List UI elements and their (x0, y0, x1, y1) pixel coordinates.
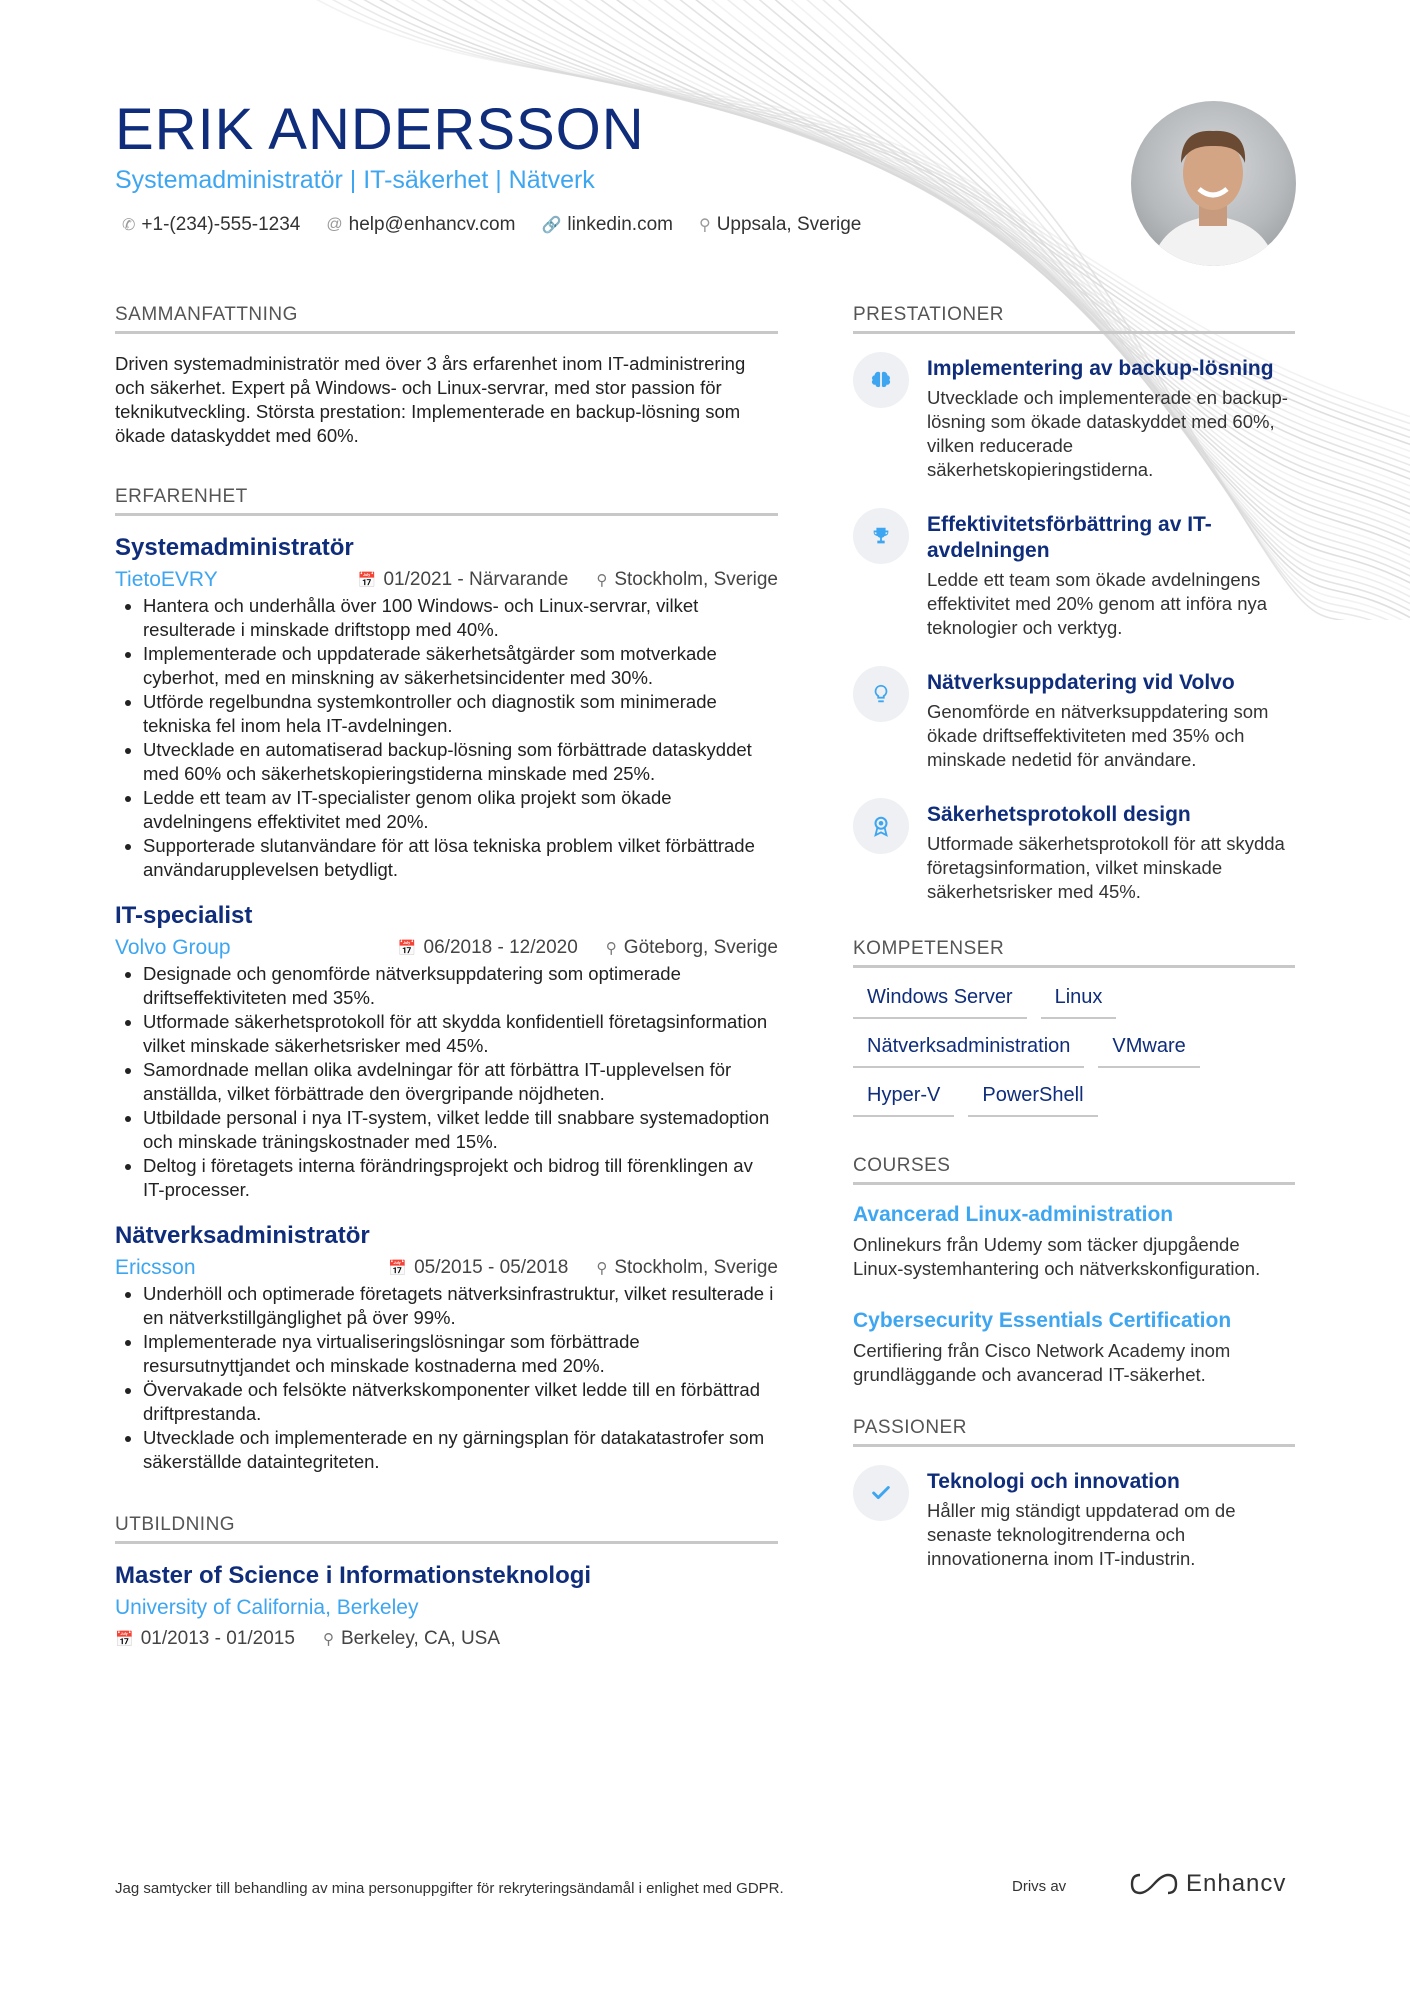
skill-tag: VMware (1098, 1035, 1199, 1068)
job-entry (115, 1222, 778, 1474)
job-dates: 06/2018 - 12/2020 (423, 937, 578, 958)
skill-tag: Windows Server (853, 986, 1027, 1019)
achievement-title: Implementering av backup-lösning (927, 357, 1274, 380)
company-name: Ericsson (115, 1256, 196, 1279)
summary-text: Driven systemadministratör med över 3 års erfarenhet inom IT-administrering och säkerhet. Expert på Windows- och Linux-servrar, med stor passion för teknikutveckling. Största prestation: Implementerade en backup-lösning som ökade dataskyddet med 60%. (115, 353, 746, 446)
calendar-icon: 📅 (115, 1631, 134, 1648)
experience-heading: ERFARENHET (115, 486, 778, 516)
calendar-icon: 📅 (357, 572, 377, 589)
achievement-title: Effektivitetsförbättring av IT-avdelningen (927, 513, 1212, 562)
at-icon: @ (326, 216, 343, 233)
link-icon: 🔗 (541, 217, 562, 234)
location-pin-icon: ⚲ (322, 1631, 334, 1648)
list-item: • Utförde regelbundna systemkontroller och diagnostik som minimerade tekniska fel inom hela IT-avdelningen. (143, 690, 778, 738)
skill-tag: PowerShell (968, 1084, 1097, 1117)
location-pin-icon: ⚲ (596, 572, 608, 589)
list-item: • Utvecklade och implementerade en ny gärningsplan för datakatastrofer som säkerställde dataintegriteten. (143, 1426, 778, 1474)
experience-section (115, 486, 778, 1474)
summary-heading: SAMMANFATTNING (115, 304, 778, 334)
achievement-item (853, 666, 1295, 772)
skill-tag: Hyper-V (853, 1084, 954, 1117)
left-column (115, 304, 778, 1650)
degree-title: Master of Science i Informationsteknologi (115, 1562, 592, 1589)
contact-email[interactable]: @ help@enhancv.com (326, 214, 516, 235)
achievement-item (853, 508, 1295, 640)
job-dates: 05/2015 - 05/2018 (414, 1257, 569, 1278)
list-item: • Implementerade och uppdaterade säkerhetsåtgärder som motverkade cyberhot, med en minskning av säkerhetsincidenter med 30%. (143, 642, 778, 690)
list-item: • Hantera och underhålla över 100 Windows- och Linux-servrar, vilket resulterade i minskade driftstopp med 40%. (143, 594, 778, 642)
education-heading: UTBILDNING (115, 1514, 778, 1544)
job-bullets (115, 1282, 778, 1474)
award-icon (853, 798, 909, 854)
list-item: • Övervakade och felsökte nätverkskomponenter vilket ledde till en förbättrad driftprestanda. (143, 1378, 778, 1426)
achievement-desc: Genomförde en nätverksuppdatering som ökade driftseffektiviteten med 35% och minskade nedetid för användare. (927, 701, 1269, 770)
job-bullets (115, 594, 778, 882)
skill-tag: Linux (1041, 986, 1117, 1019)
achievement-desc: Utvecklade och implementerade en backup-lösning som ökade dataskyddet med 60%, vilken reducerade säkerhetskopieringstiderna. (927, 387, 1288, 480)
list-item: • Utbildade personal i nya IT-system, vilket ledde till snabbare systemadoption och minskade träningskostnader med 15%. (143, 1106, 778, 1154)
achievement-item (853, 352, 1295, 482)
lightbulb-icon (853, 666, 909, 722)
job-location: Göteborg, Sverige (623, 937, 778, 958)
list-item: • Utvecklade en automatiserad backup-lösning som förbättrade dataskyddet med 60% och säkerhetskopieringstiderna minskade med 25%. (143, 738, 778, 786)
job-location: Stockholm, Sverige (614, 1257, 778, 1278)
enhancv-logo[interactable] (1130, 1870, 1286, 1898)
education-dates: 01/2013 - 01/2015 (140, 1628, 295, 1649)
list-item: • Supporterade slutanvändare för att lösa tekniska problem vilket förbättrade användarupplevelsen betydligt. (143, 834, 778, 882)
passions-section (853, 1417, 1295, 1571)
skills-heading: KOMPETENSER (853, 938, 1295, 968)
course-title: Avancerad Linux-administration (853, 1203, 1174, 1226)
education-section (115, 1514, 778, 1650)
right-column (853, 304, 1295, 1597)
job-title: Nätverksadministratör (115, 1222, 370, 1249)
check-icon (853, 1465, 909, 1521)
education-location: Berkeley, CA, USA (340, 1628, 501, 1649)
contact-location: ⚲ Uppsala, Sverige (698, 214, 862, 235)
passion-title: Teknologi och innovation (927, 1470, 1180, 1493)
job-title: Systemadministratör (115, 534, 354, 561)
list-item: • Samordnade mellan olika avdelningar för att förbättra IT-upplevelsen för anställda, vilket förbättrade den övergripande nöjdheten. (143, 1058, 778, 1106)
job-bullets (115, 962, 778, 1202)
course-title: Cybersecurity Essentials Certification (853, 1309, 1232, 1332)
candidate-title: Systemadministratör | IT-säkerhet | Nätverk (115, 166, 595, 194)
job-location: Stockholm, Sverige (614, 569, 778, 590)
trophy-icon (853, 508, 909, 564)
passion-desc: Håller mig ständigt uppdaterad om de senaste teknologitrenderna och innovationerna inom IT-industrin. (927, 1500, 1236, 1569)
powered-by-label: Drivs av (1012, 1878, 1067, 1895)
achievements-heading: PRESTATIONER (853, 304, 1295, 334)
contact-phone[interactable]: ✆ +1-(234)-555-1234 (122, 214, 301, 235)
location-pin-icon: ⚲ (605, 940, 617, 957)
courses-heading: COURSES (853, 1155, 1295, 1185)
course-item (853, 1203, 1295, 1281)
gdpr-consent: Jag samtycker till behandling av mina personuppgifter för rekryteringsändamål i enlighet med GDPR. (115, 1880, 784, 1897)
brain-icon (853, 352, 909, 408)
enhancv-logo-icon (1130, 1871, 1178, 1897)
achievements-section (853, 304, 1295, 904)
passions-heading: PASSIONER (853, 1417, 1295, 1447)
passion-item (853, 1465, 1295, 1571)
job-entry (115, 902, 778, 1202)
achievement-desc: Ledde ett team som ökade avdelningens effektivitet med 20% genom att införa nya teknologier och verktyg. (927, 569, 1268, 638)
achievement-desc: Utformade säkerhetsprotokoll för att skydda företagsinformation, vilket minskade säkerhetsrisker med 45%. (927, 833, 1285, 902)
contact-bar (122, 214, 861, 236)
phone-icon: ✆ (122, 217, 136, 234)
calendar-icon: 📅 (397, 940, 417, 957)
location-pin-icon: ⚲ (596, 1260, 608, 1277)
course-desc: Onlinekurs från Udemy som täcker djupgående Linux-systemhantering och nätverkskonfiguration. (853, 1234, 1261, 1279)
company-name: Volvo Group (115, 936, 231, 959)
achievement-title: Nätverksuppdatering vid Volvo (927, 671, 1235, 694)
school-name: University of California, Berkeley (115, 1596, 419, 1619)
summary-section (115, 304, 778, 448)
skills-section (853, 938, 1295, 1117)
brand-name: Enhancv (1186, 1870, 1287, 1897)
calendar-icon: 📅 (388, 1260, 408, 1277)
list-item: • Deltog i företagets interna förändringsprojekt och bidrog till förenklingen av IT-processer. (143, 1154, 778, 1202)
achievement-item (853, 798, 1295, 904)
skill-tag: Nätverksadministration (853, 1035, 1084, 1068)
list-item: • Implementerade nya virtualiseringslösningar som förbättrade resursutnyttjandet och minskade kostnaderna med 20%. (143, 1330, 778, 1378)
courses-section (853, 1155, 1295, 1387)
job-dates: 01/2021 - Närvarande (383, 569, 569, 590)
list-item: • Ledde ett team av IT-specialister genom olika projekt som ökade avdelningens effektivitet med 20%. (143, 786, 778, 834)
job-entry (115, 534, 778, 882)
job-title: IT-specialist (115, 902, 253, 929)
achievement-title: Säkerhetsprotokoll design (927, 803, 1191, 826)
location-pin-icon: ⚲ (698, 217, 711, 234)
list-item: • Designade och genomförde nätverksuppdatering som optimerade driftseffektiviteten med 35%. (143, 962, 778, 1010)
course-item (853, 1309, 1295, 1387)
course-desc: Certifiering från Cisco Network Academy inom grundläggande och avancerad IT-säkerhet. (853, 1340, 1231, 1385)
candidate-name: ERIK ANDERSSON (115, 97, 645, 162)
list-item: • Utformade säkerhetsprotokoll för att skydda konfidentiell företagsinformation vilket minskade säkerhetsrisker med 45%. (143, 1010, 778, 1058)
profile-photo (1131, 101, 1296, 266)
skills-list (853, 986, 1295, 1117)
company-name: TietoEVRY (115, 568, 218, 591)
contact-linkedin[interactable]: 🔗 linkedin.com (541, 214, 673, 235)
list-item: • Underhöll och optimerade företagets nätverksinfrastruktur, vilket resulterade i en nätverkstillgänglighet på över 99%. (143, 1282, 778, 1330)
